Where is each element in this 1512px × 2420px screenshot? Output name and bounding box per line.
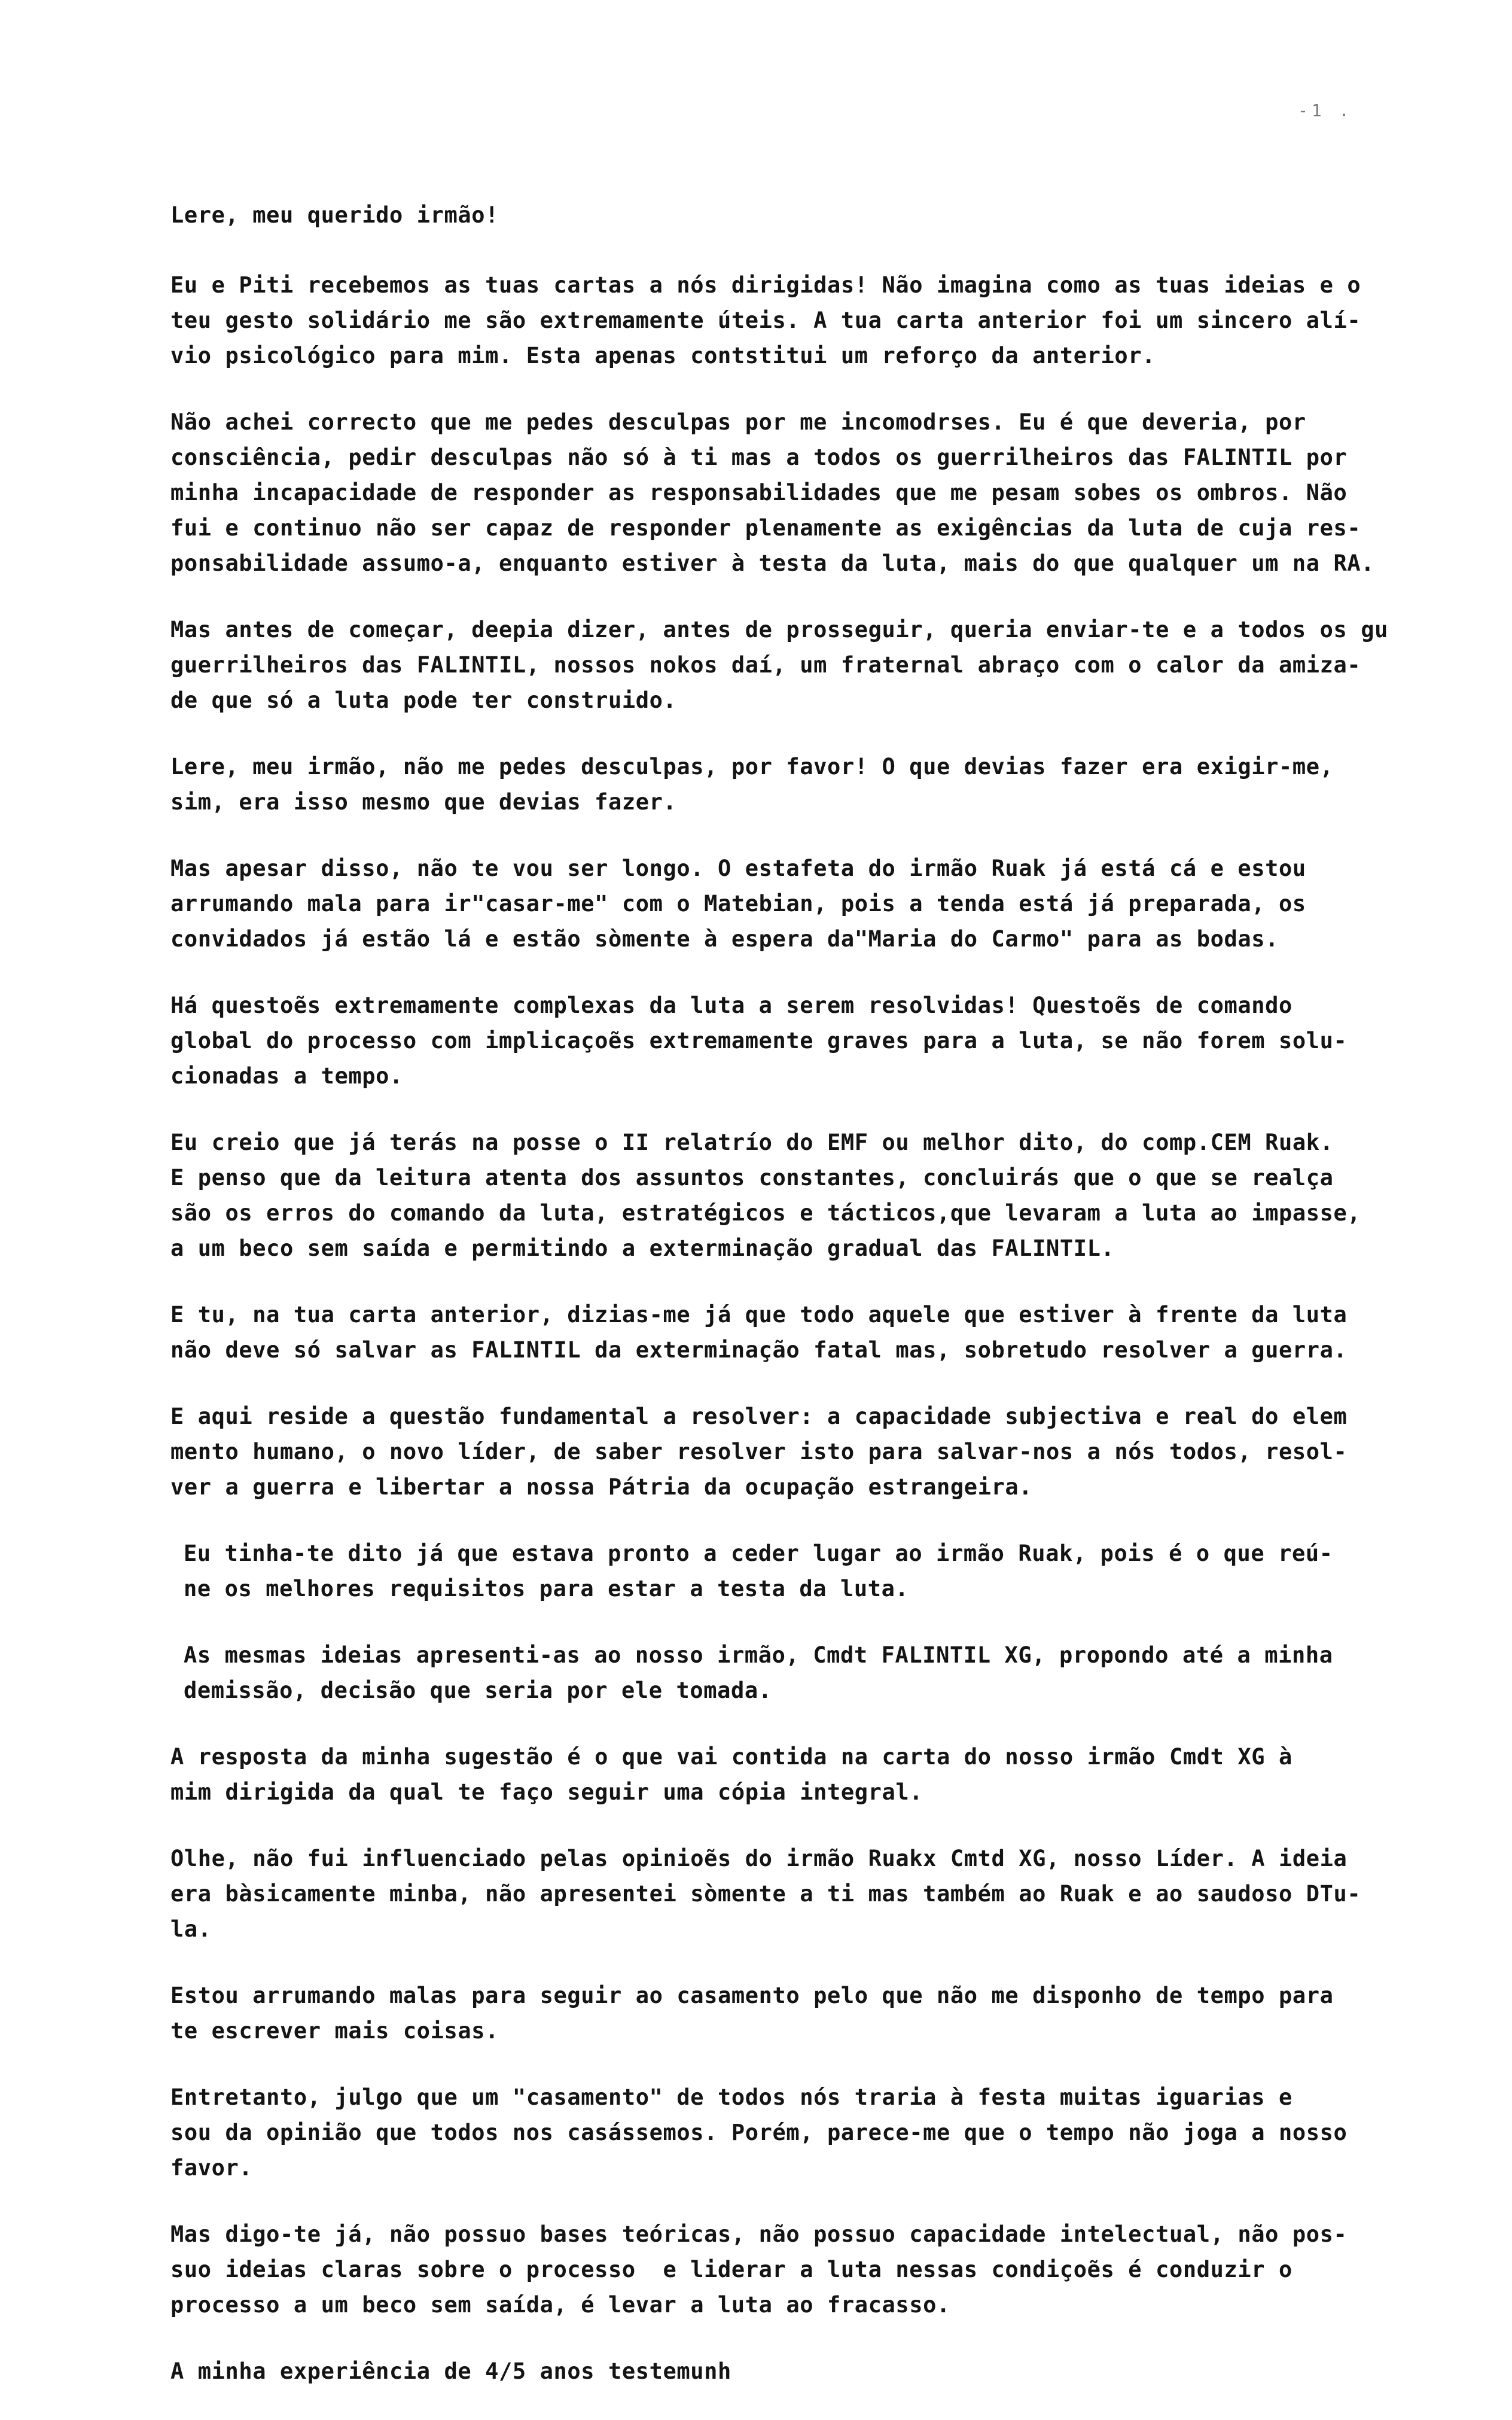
- text-line: mim dirigida da qual te faço seguir uma cópia integral.: [170, 1779, 923, 1805]
- text-line: suo ideias claras sobre o processo e liderar a luta nessas condiçoẽs é conduzir o: [170, 2257, 1292, 2282]
- text-line: Eu creio que já terás na posse o II relatrío do EMF ou melhor dito, do comp.CEM Ruak.: [170, 1130, 1334, 1155]
- salutation: Lere, meu querido irmão!: [170, 202, 499, 228]
- text-line: mento humano, o novo líder, de saber resolver isto para salvar-nos a nós todos, resol-: [170, 1439, 1348, 1465]
- text-line: processo a um beco sem saída, é levar a luta ao fracasso.: [170, 2292, 950, 2318]
- text-line: consciência, pedir desculpas não só à ti mas a todos os guerrilheiros das FALINTIL por: [170, 445, 1348, 470]
- text-line: A minha experiência de 4/5 anos testemunh: [170, 2358, 731, 2384]
- paragraph: [170, 1841, 1509, 1947]
- text-line: sou da opinião que todos nos casássemos. Porém, parece-me que o tempo não joga a nosso: [170, 2120, 1348, 2145]
- text-line: Eu e Piti recebemos as tuas cartas a nós dirigidas! Não imagina como as tuas ideias e o: [170, 272, 1361, 298]
- paragraph: [170, 267, 1509, 373]
- text-line: a um beco sem saída e permitindo a exterminação gradual das FALINTIL.: [170, 1235, 1115, 1261]
- paragraph: [170, 1399, 1509, 1505]
- text-line: Lere, meu irmão, não me pedes desculpas, por favor! O que devias fazer era exigir-me,: [170, 754, 1334, 780]
- paragraph: [170, 1125, 1509, 1266]
- text-line: As mesmas ideias apresenti-as ao nosso irmão, Cmdt FALINTIL XG, propondo até a minha: [184, 1642, 1333, 1668]
- text-line: A resposta da minha sugestão é o que vai contida na carta do nosso irmão Cmdt XG à: [170, 1744, 1292, 1770]
- paragraph: [170, 1739, 1509, 1810]
- letter-body: [170, 197, 1509, 2420]
- text-line: Há questoẽs extremamente complexas da luta a serem resolvidas! Questoẽs de comando: [170, 993, 1292, 1018]
- paragraph: [170, 1297, 1509, 1368]
- paragraph: [170, 404, 1509, 581]
- text-line: convidados já estão lá e estão sòmente à espera da"Maria do Carmo" para as bodas.: [170, 926, 1279, 952]
- paragraph: [170, 1536, 1509, 1606]
- text-line: Estou arrumando malas para seguir ao casamento pelo que não me disponho de tempo para: [170, 1983, 1334, 2008]
- text-line: fui e continuo não ser capaz de responder plenamente as exigências da luta de cuja res-: [170, 515, 1361, 541]
- text-line: E penso que da leitura atenta dos assuntos constantes, concluirás que o que se realça: [170, 1165, 1334, 1191]
- text-line: Não achei correcto que me pedes desculpas por me incomodrses. Eu é que deveria, por: [170, 409, 1306, 435]
- text-line: Mas apesar disso, não te vou ser longo. O estafeta do irmão Ruak já está cá e estou: [170, 856, 1306, 881]
- paragraph: [170, 1637, 1509, 1708]
- text-line: cionadas a tempo.: [170, 1063, 403, 1089]
- text-line: era bàsicamente minba, não apresentei sòmente a ti mas também ao Ruak e ao saudoso DTu-: [170, 1881, 1361, 1907]
- page-number-mark: -1 .: [1298, 101, 1353, 120]
- text-line: teu gesto solidário me são extremamente úteis. A tua carta anterior foi um sincero alí-: [170, 308, 1361, 333]
- text-line: Olhe, não fui influenciado pelas opinioẽs do irmão Ruakx Cmtd XG, nosso Líder. A ideia: [170, 1846, 1348, 1871]
- text-line: Entretanto, julgo que um "casamento" de todos nós traria à festa muitas iguarias e: [170, 2084, 1292, 2110]
- text-line: minha incapacidade de responder as responsabilidades que me pesam sobes os ombros. Não: [170, 480, 1348, 506]
- paragraph: [170, 612, 1509, 718]
- paragraph: [170, 749, 1509, 820]
- text-line: global do processo com implicaçoẽs extremamente graves para a luta, se não forem solu-: [170, 1028, 1348, 1054]
- text-line: ver a guerra e libertar a nossa Pátria da ocupação estrangeira.: [170, 1474, 1033, 1500]
- text-line: Eu tinha-te dito já que estava pronto a ceder lugar ao irmão Ruak, pois é o que reú-: [184, 1541, 1333, 1566]
- text-line: de que só a luta pode ter construido.: [170, 687, 677, 713]
- paragraph: [170, 851, 1509, 957]
- text-line: arrumando mala para ir"casar-me" com o Matebian, pois a tenda está já preparada, os: [170, 891, 1306, 917]
- paragraph: [170, 1978, 1509, 2048]
- text-line: Mas antes de começar, deepia dizer, antes de prosseguir, queria enviar-te e a todos os gu: [170, 617, 1388, 643]
- text-line: ne os melhores requisitos para estar a testa da luta.: [184, 1576, 909, 1602]
- text-line: ponsabilidade assumo-a, enquanto estiver à testa da luta, mais do que qualquer um na RA.: [170, 550, 1375, 576]
- text-line: te escrever mais coisas.: [170, 2018, 499, 2044]
- paragraph: [170, 988, 1509, 1094]
- text-line: la.: [170, 1916, 212, 1942]
- text-line: Mas digo-te já, não possuo bases teóricas, não possuo capacidade intelectual, não pos-: [170, 2221, 1348, 2247]
- text-line: demissão, decisão que seria por ele tomada.: [184, 1678, 772, 1703]
- paragraph: [170, 2354, 1509, 2389]
- text-line: sim, era isso mesmo que devias fazer.: [170, 789, 677, 815]
- paragraph: [170, 2217, 1509, 2322]
- text-line: são os erros do comando da luta, estratégicos e tácticos,que levaram a luta ao impasse,: [170, 1200, 1361, 1226]
- text-line: E tu, na tua carta anterior, dizias-me já que todo aquele que estiver à frente da luta: [170, 1302, 1348, 1328]
- text-line: não deve só salvar as FALINTIL da exterminação fatal mas, sobretudo resolver a guerra.: [170, 1337, 1348, 1363]
- text-line: guerrilheiros das FALINTIL, nossos nokos daí, um fraternal abraço com o calor da amiza-: [170, 652, 1361, 678]
- text-line: E aqui reside a questão fundamental a resolver: a capacidade subjectiva e real do elem: [170, 1404, 1348, 1429]
- text-line: vio psicológico para mim. Esta apenas contstitui um reforço da anterior.: [170, 343, 1156, 369]
- text-line: favor.: [170, 2155, 253, 2181]
- paragraph-list: [170, 267, 1509, 2389]
- paragraph: [170, 2080, 1509, 2185]
